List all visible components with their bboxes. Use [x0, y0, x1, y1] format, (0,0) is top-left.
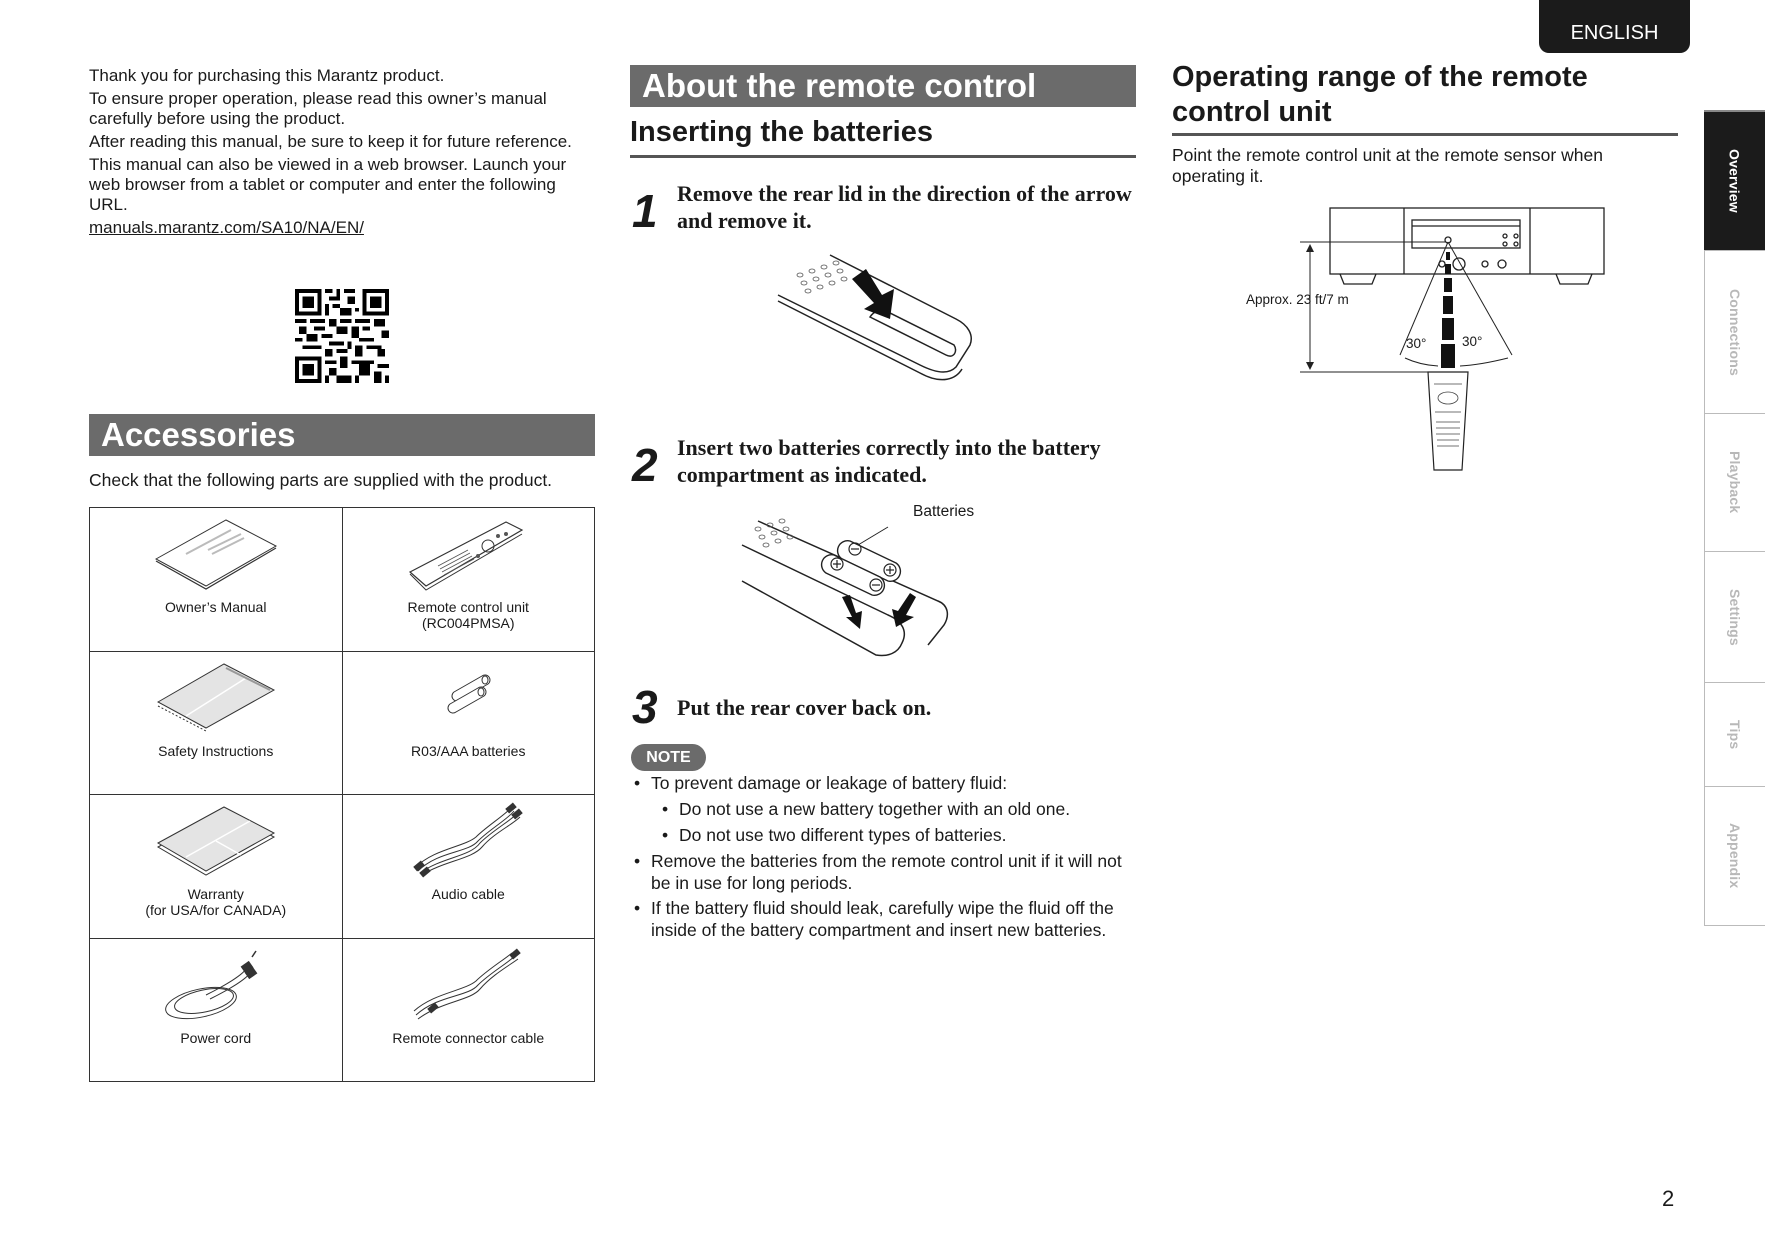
side-tab-tips[interactable] — [1704, 682, 1765, 786]
accessory-cell — [342, 795, 595, 939]
note-badge: NOTE — [631, 744, 706, 771]
step-2 — [630, 434, 1140, 491]
intro-paragraph: This manual can also be viewed in a web browser. Launch your web browser from a tablet or computer and enter the following URL. — [89, 155, 567, 214]
side-tab-label: Connections — [1727, 288, 1743, 376]
note-sublist — [661, 798, 1143, 846]
accessory-sublabel: (for USA/for CANADA) — [145, 902, 287, 918]
operating-range-text: Point the remote control unit at the remote sensor when operating it. — [1172, 145, 1603, 186]
note-item — [633, 772, 1143, 846]
remote-control-icon — [398, 514, 538, 594]
accessory-label: Audio cable — [431, 886, 505, 902]
language-tab[interactable]: ENGLISH — [1539, 0, 1690, 53]
audio-cable-icon — [398, 801, 538, 881]
remove-lid-illustration — [770, 245, 990, 405]
intro-paragraph: After reading this manual, be sure to keep it for future reference. — [89, 132, 572, 151]
operating-range-diagram — [1240, 200, 1620, 475]
accessory-cell — [90, 508, 343, 652]
manual-booklet-icon — [146, 514, 286, 594]
accessory-cell — [342, 938, 595, 1082]
side-tab-settings[interactable] — [1704, 551, 1765, 682]
accessory-cell — [342, 651, 595, 795]
power-cord-icon — [146, 945, 286, 1025]
accessory-cell — [90, 795, 343, 939]
side-tab-connections[interactable] — [1704, 250, 1765, 413]
accessory-cell — [90, 938, 343, 1082]
accessory-sublabel: (RC004PMSA) — [421, 615, 515, 631]
inserting-batteries-heading: Inserting the batteries — [630, 116, 1136, 158]
accessories-table — [89, 507, 595, 1082]
step-1 — [630, 180, 1140, 237]
side-tab-label: Playback — [1727, 451, 1743, 514]
accessories-heading: Accessories — [89, 414, 595, 456]
warranty-sheet-icon — [146, 801, 286, 881]
intro-paragraph: To ensure proper operation, please read this owner’s manual carefully before using the product. — [89, 89, 547, 128]
page-number: 2 — [1662, 1186, 1675, 1211]
angle-left-label: 30° — [1406, 336, 1427, 351]
note-text: To prevent damage or leakage of battery fluid: — [651, 773, 1008, 793]
accessory-label: Remote control unit — [407, 599, 529, 615]
step-number: 1 — [632, 185, 658, 237]
note-subitem: • Do not use a new battery together with an old one. — [661, 798, 1143, 820]
step-text: Insert two batteries correctly into the battery compartment as indicated. — [677, 435, 1101, 487]
safety-sheet-icon — [146, 658, 286, 738]
note-item: • Remove the batteries from the remote control unit if it will not be in use for long periods. — [633, 850, 1143, 894]
side-tab-label: Settings — [1727, 588, 1743, 646]
accessory-label: Owner’s Manual — [165, 599, 267, 615]
side-tab-label: Tips — [1727, 719, 1743, 750]
angle-right-label: 30° — [1462, 334, 1483, 349]
accessory-label: Warranty — [187, 886, 244, 902]
note-item: • If the battery fluid should leak, carefully wipe the fluid off the inside of the battery compartment and insert new batteries. — [633, 897, 1143, 941]
step-text: Remove the rear lid in the direction of the arrow and remove it. — [677, 181, 1132, 233]
side-tab-label: Appendix — [1727, 823, 1743, 889]
side-nav — [1704, 110, 1765, 926]
step-3 — [630, 681, 1140, 733]
manual-url-link[interactable]: manuals.marantz.com/SA10/NA/EN/ — [89, 218, 364, 237]
side-tab-label: Overview — [1726, 149, 1743, 213]
side-tab-playback[interactable] — [1704, 413, 1765, 551]
intro-paragraph: Thank you for purchasing this Marantz product. — [89, 66, 445, 85]
remote-heading: About the remote control — [630, 65, 1136, 107]
accessories-intro: Check that the following parts are supplied with the product. — [89, 470, 553, 490]
accessory-cell — [342, 508, 595, 652]
accessory-label: Remote connector cable — [392, 1029, 545, 1046]
distance-label: Approx. 23 ft/7 m — [1246, 292, 1349, 307]
qr-code-icon — [295, 289, 389, 383]
step-number: 2 — [632, 439, 658, 491]
step-text: Put the rear cover back on. — [677, 695, 932, 720]
batteries-callout: Batteries — [913, 503, 975, 520]
step-number: 3 — [632, 681, 658, 733]
operating-range-heading: Operating range of the remote control unit — [1172, 60, 1678, 136]
intro-section — [89, 66, 599, 238]
accessory-label: Power cord — [180, 1029, 252, 1046]
insert-batteries-illustration — [738, 505, 958, 665]
accessory-cell — [90, 651, 343, 795]
side-tab-overview[interactable] — [1704, 110, 1765, 250]
accessory-label: Safety Instructions — [158, 742, 274, 759]
connector-cable-icon — [398, 945, 538, 1025]
batteries-icon — [398, 658, 538, 738]
accessory-label: R03/AAA batteries — [411, 742, 526, 759]
notes-list — [633, 772, 1143, 944]
note-subitem: • Do not use two different types of batteries. — [661, 824, 1143, 846]
side-tab-appendix[interactable] — [1704, 786, 1765, 926]
